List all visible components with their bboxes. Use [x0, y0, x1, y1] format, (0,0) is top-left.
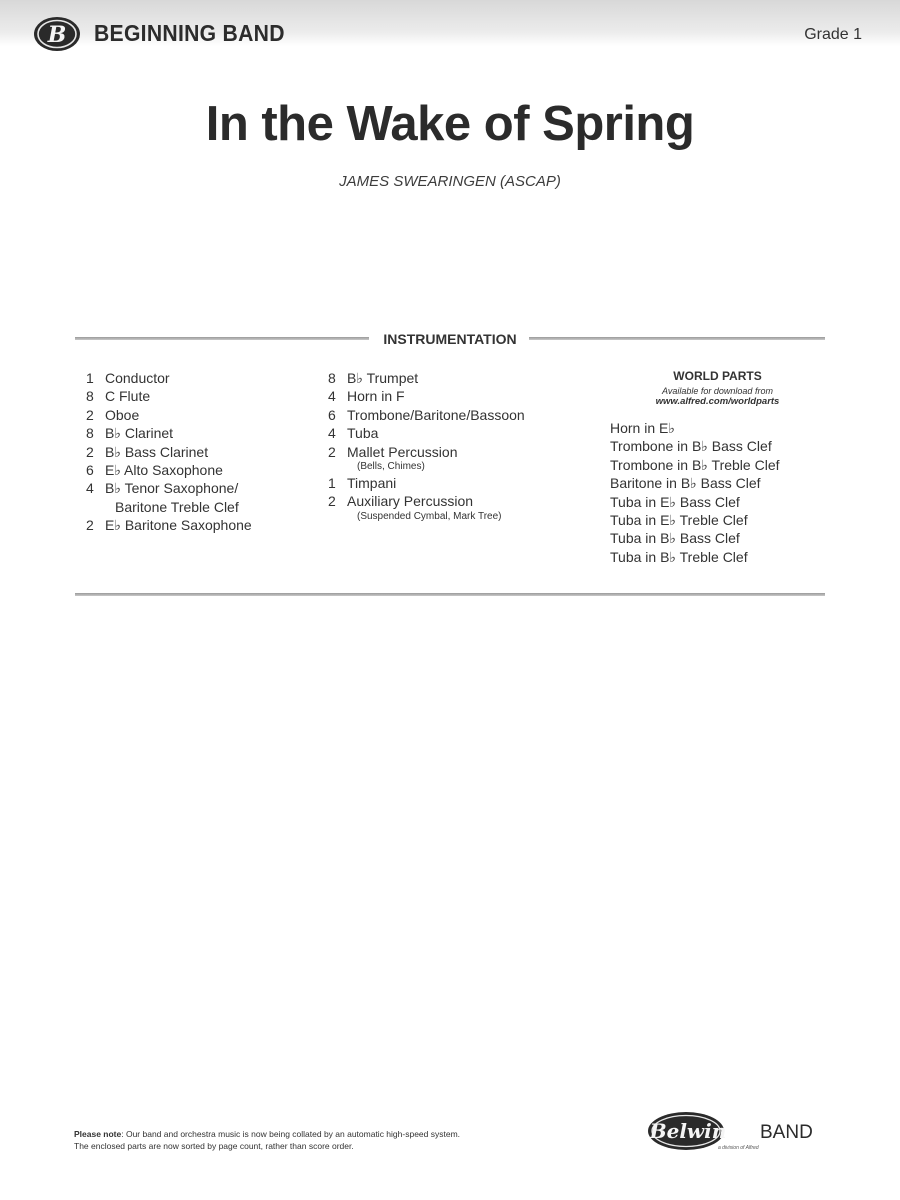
instrument-row — [328, 424, 525, 442]
instrument-row — [328, 492, 525, 510]
instrument-name-continued: Baritone Treble Clef — [115, 498, 239, 515]
instrument-count: 8 — [86, 388, 94, 405]
instrument-count: 2 — [86, 406, 94, 423]
instrument-count: 2 — [328, 493, 336, 510]
belwin-b-logo-icon — [32, 13, 82, 55]
instrument-count: 1 — [86, 370, 94, 386]
instrument-row — [86, 443, 252, 461]
instrument-name: Timpani — [347, 475, 397, 492]
world-parts-url: www.alfred.com/worldparts — [655, 396, 780, 407]
instrument-count: 4 — [86, 480, 94, 497]
instrumentation-label: INSTRUMENTATION — [383, 331, 517, 347]
note-line-2: The enclosed parts are now sorted by page count, rather than score order. — [74, 1141, 354, 1151]
instrument-name: Auxiliary Percussion — [347, 493, 474, 510]
belwin-band-logo — [646, 1109, 826, 1155]
publisher-word: BAND — [760, 1122, 813, 1143]
instrument-name: E♭ Baritone Saxophone — [105, 517, 252, 534]
instrument-column-2 — [328, 369, 525, 524]
instrument-row — [328, 369, 525, 387]
instrument-row — [328, 474, 525, 492]
instrument-count: 8 — [86, 425, 94, 442]
instrument-column-1 — [86, 369, 252, 535]
instrumentation-rule-right — [529, 337, 825, 340]
world-parts-available: Available for download from — [662, 386, 773, 396]
world-part-item: Horn in E♭ — [610, 420, 675, 436]
instrument-row — [86, 369, 252, 387]
publisher-script: Belwin — [649, 1119, 727, 1143]
instrument-row — [86, 424, 252, 442]
instrument-count: 4 — [328, 425, 336, 442]
bottom-rule — [75, 593, 825, 596]
instrument-row — [328, 443, 525, 461]
note-bold: Please note — [74, 1129, 122, 1139]
world-part-item: Tuba in B♭ Treble Clef — [610, 548, 748, 565]
instrument-name: Tuba — [347, 425, 379, 442]
instrument-row — [86, 406, 252, 424]
world-part-item: Tuba in B♭ Bass Clef — [610, 530, 740, 547]
instrument-name: E♭ Alto Saxophone — [105, 462, 223, 479]
instrument-row — [328, 387, 525, 405]
world-part-item: Baritone in B♭ Bass Clef — [610, 475, 761, 492]
world-part-item: Trombone in B♭ Bass Clef — [610, 438, 772, 455]
instrument-row — [86, 387, 252, 405]
world-part-item: Trombone in B♭ Treble Clef — [610, 456, 780, 473]
publisher-sub: a division of Alfred — [718, 1145, 759, 1151]
instrument-count: 2 — [86, 443, 94, 460]
instrument-name: Oboe — [105, 406, 140, 423]
instrument-count: 1 — [328, 475, 336, 492]
world-parts-list — [610, 419, 825, 566]
instrument-name: Mallet Percussion — [347, 443, 458, 460]
instrument-row — [86, 461, 252, 479]
instrument-count: 4 — [328, 388, 336, 405]
instrument-name: Horn in F — [347, 388, 405, 405]
instrument-name: B♭ Tenor Saxophone/ — [105, 480, 239, 497]
instrument-count: 2 — [328, 443, 336, 460]
instrument-row — [86, 516, 252, 534]
instrument-count: 8 — [328, 370, 336, 386]
world-parts — [610, 369, 825, 566]
svg-text:B: B — [47, 22, 67, 48]
page-title: In the Wake of Spring — [205, 97, 695, 151]
instrument-name: Trombone/Baritone/Bassoon — [347, 406, 525, 423]
instrument-count: 6 — [328, 406, 336, 423]
world-parts-heading: WORLD PARTS — [673, 369, 762, 383]
note-line-1: : Our band and orchestra music is now being collated by an automatic high-speed system. — [121, 1129, 461, 1139]
instrument-name: B♭ Clarinet — [105, 425, 174, 442]
instrument-name: B♭ Trumpet — [347, 370, 419, 386]
instrument-name: C Flute — [105, 388, 151, 405]
instrument-row — [328, 406, 525, 424]
footer-note — [74, 1128, 460, 1152]
series-name: BEGINNING BAND — [94, 20, 285, 46]
instrument-note: (Bells, Chimes) — [357, 461, 425, 473]
instrument-name: B♭ Bass Clarinet — [105, 443, 209, 460]
world-part-item: Tuba in E♭ Bass Clef — [610, 493, 740, 510]
composer: JAMES SWEARINGEN (ASCAP) — [339, 173, 561, 190]
instrument-row — [86, 479, 252, 497]
instrument-count: 2 — [86, 517, 94, 534]
instrument-name: Conductor — [105, 370, 170, 386]
instrument-count: 6 — [86, 462, 94, 479]
grade-label: Grade 1 — [804, 26, 862, 43]
instrument-note: (Suspended Cymbal, Mark Tree) — [357, 510, 502, 522]
world-part-item: Tuba in E♭ Treble Clef — [610, 512, 748, 529]
